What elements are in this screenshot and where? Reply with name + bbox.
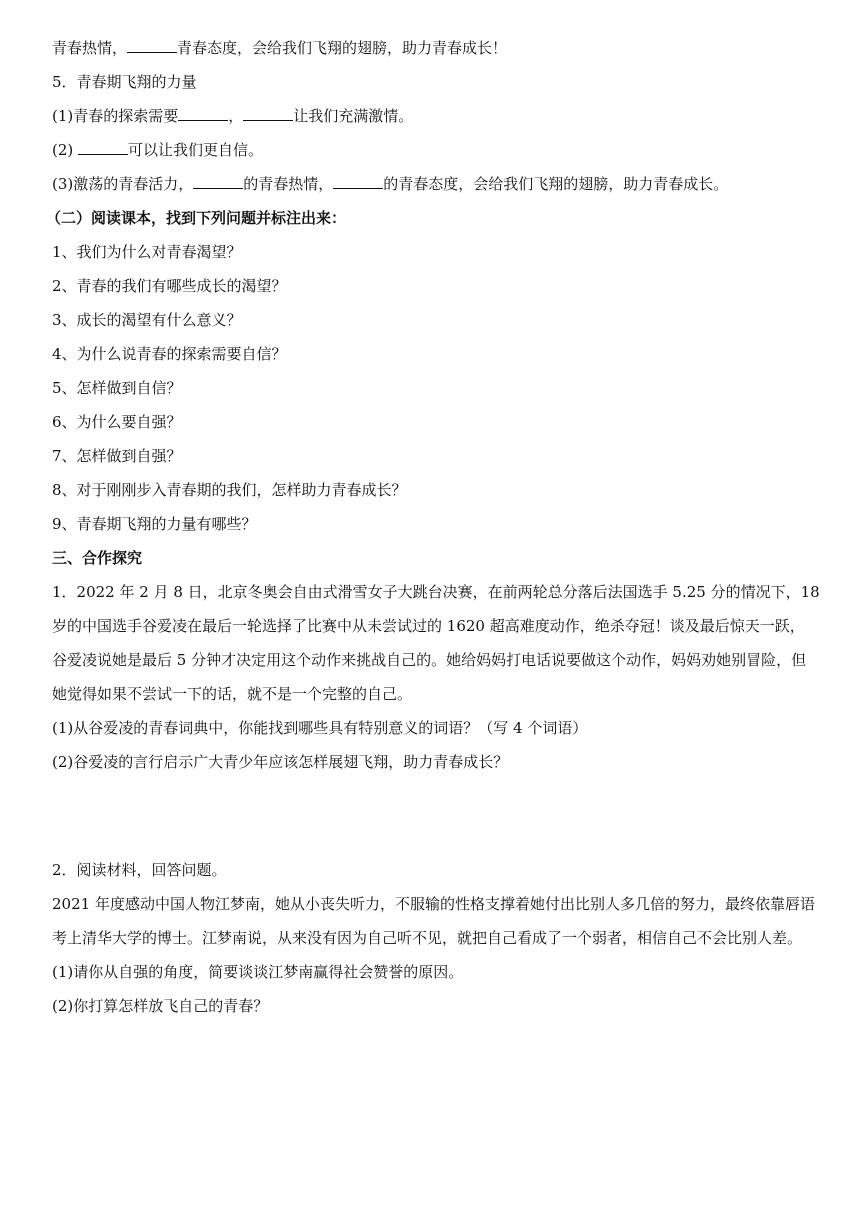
q1-subquestion-1: (1)从谷爱凌的青春词典中，你能找到哪些具有特别意义的词语？（写 4 个词语） [52, 719, 588, 737]
fill-text: (2) [52, 141, 79, 159]
read-question: 4、为什么说青春的探索需要自信？ [52, 345, 287, 363]
fill-text: 让我们充满激情。 [293, 107, 414, 125]
answer-blank[interactable] [243, 106, 293, 121]
fill-text: 的青春态度，会给我们飞翔的翅膀，助力青春成长。 [383, 175, 729, 193]
answer-blank[interactable] [178, 106, 228, 121]
fill-text: (1)青春的探索需要 [52, 107, 179, 125]
read-question: 7、怎样做到自强？ [52, 447, 182, 465]
fill-text: ， [228, 107, 244, 125]
item5-q3 [52, 167, 820, 201]
read-question: 6、为什么要自强？ [52, 413, 182, 431]
q2-subquestion-1: (1)请你从自强的角度，简要谈谈江梦南赢得社会赞誉的原因。 [52, 963, 464, 981]
q2-subquestion-2: (2)你打算怎样放飞自己的青春？ [52, 997, 269, 1015]
read-question: 8、对于刚刚步入青春期的我们，怎样助力青春成长？ [52, 481, 407, 499]
q2-title: 2．阅读材料，回答问题。 [52, 861, 227, 879]
fill-text: 可以让我们更自信。 [128, 141, 264, 159]
answer-blank[interactable] [333, 174, 383, 189]
fill-text: (3)激荡的青春活力， [52, 175, 194, 193]
answer-blank[interactable] [127, 38, 177, 53]
answer-space[interactable] [52, 779, 820, 853]
q1-material-line: 谷爱凌说她是最后 5 分钟才决定用这个动作来挑战自己的。她给妈妈打电话说要做这个动作，妈妈劝她别冒险，但 [52, 651, 807, 669]
read-question: 9、青春期飞翔的力量有哪些？ [52, 515, 257, 533]
read-question: 1、我们为什么对青春渴望？ [52, 243, 242, 261]
item5-q1 [52, 99, 820, 133]
q2-material-line: 2021 年度感动中国人物江梦南，她从小丧失听力，不服输的性格支撑着她付出比别人多几倍的努力，最终依靠唇语 [52, 895, 815, 913]
q2-material-line: 考上清华大学的博士。江梦南说，从来没有因为自己听不见，就把自己看成了一个弱者，相信自己不会比别人差。 [52, 929, 803, 947]
section-explore-heading: 三、合作探究 [52, 549, 143, 567]
read-question: 5、怎样做到自信？ [52, 379, 182, 397]
q1-material-line: 岁的中国选手谷爱凌在最后一轮选择了比赛中从未尝试过的 1620 超高难度动作，绝杀夺冠！谈及最后惊天一跃， [52, 617, 805, 635]
answer-blank[interactable] [193, 174, 243, 189]
q1-material-line: 1．2022 年 2 月 8 日，北京冬奥会自由式滑雪女子大跳台决赛，在前两轮总分落后法国选手 5.25 分的情况下，18 [52, 583, 820, 601]
q1-subquestion-2: (2)谷爱凌的言行启示广大青少年应该怎样展翅飞翔，助力青春成长？ [52, 753, 509, 771]
item5-title: 5．青春期飞翔的力量 [52, 73, 197, 91]
fill-line-top [52, 31, 507, 65]
q1-material-line: 她觉得如果不尝试一下的话，就不是一个完整的自己。 [52, 685, 413, 703]
fill-text: 青春热情， [52, 39, 128, 57]
read-question: 3、成长的渴望有什么意义？ [52, 311, 242, 329]
fill-text: 的青春热情， [243, 175, 334, 193]
item5-q2 [52, 133, 820, 167]
answer-blank[interactable] [78, 140, 128, 155]
section-read-heading: （二）阅读课本，找到下列问题并标注出来： [46, 209, 347, 227]
fill-text: 青春态度，会给我们飞翔的翅膀，助力青春成长！ [177, 39, 508, 57]
read-question: 2、青春的我们有哪些成长的渴望？ [52, 277, 287, 295]
